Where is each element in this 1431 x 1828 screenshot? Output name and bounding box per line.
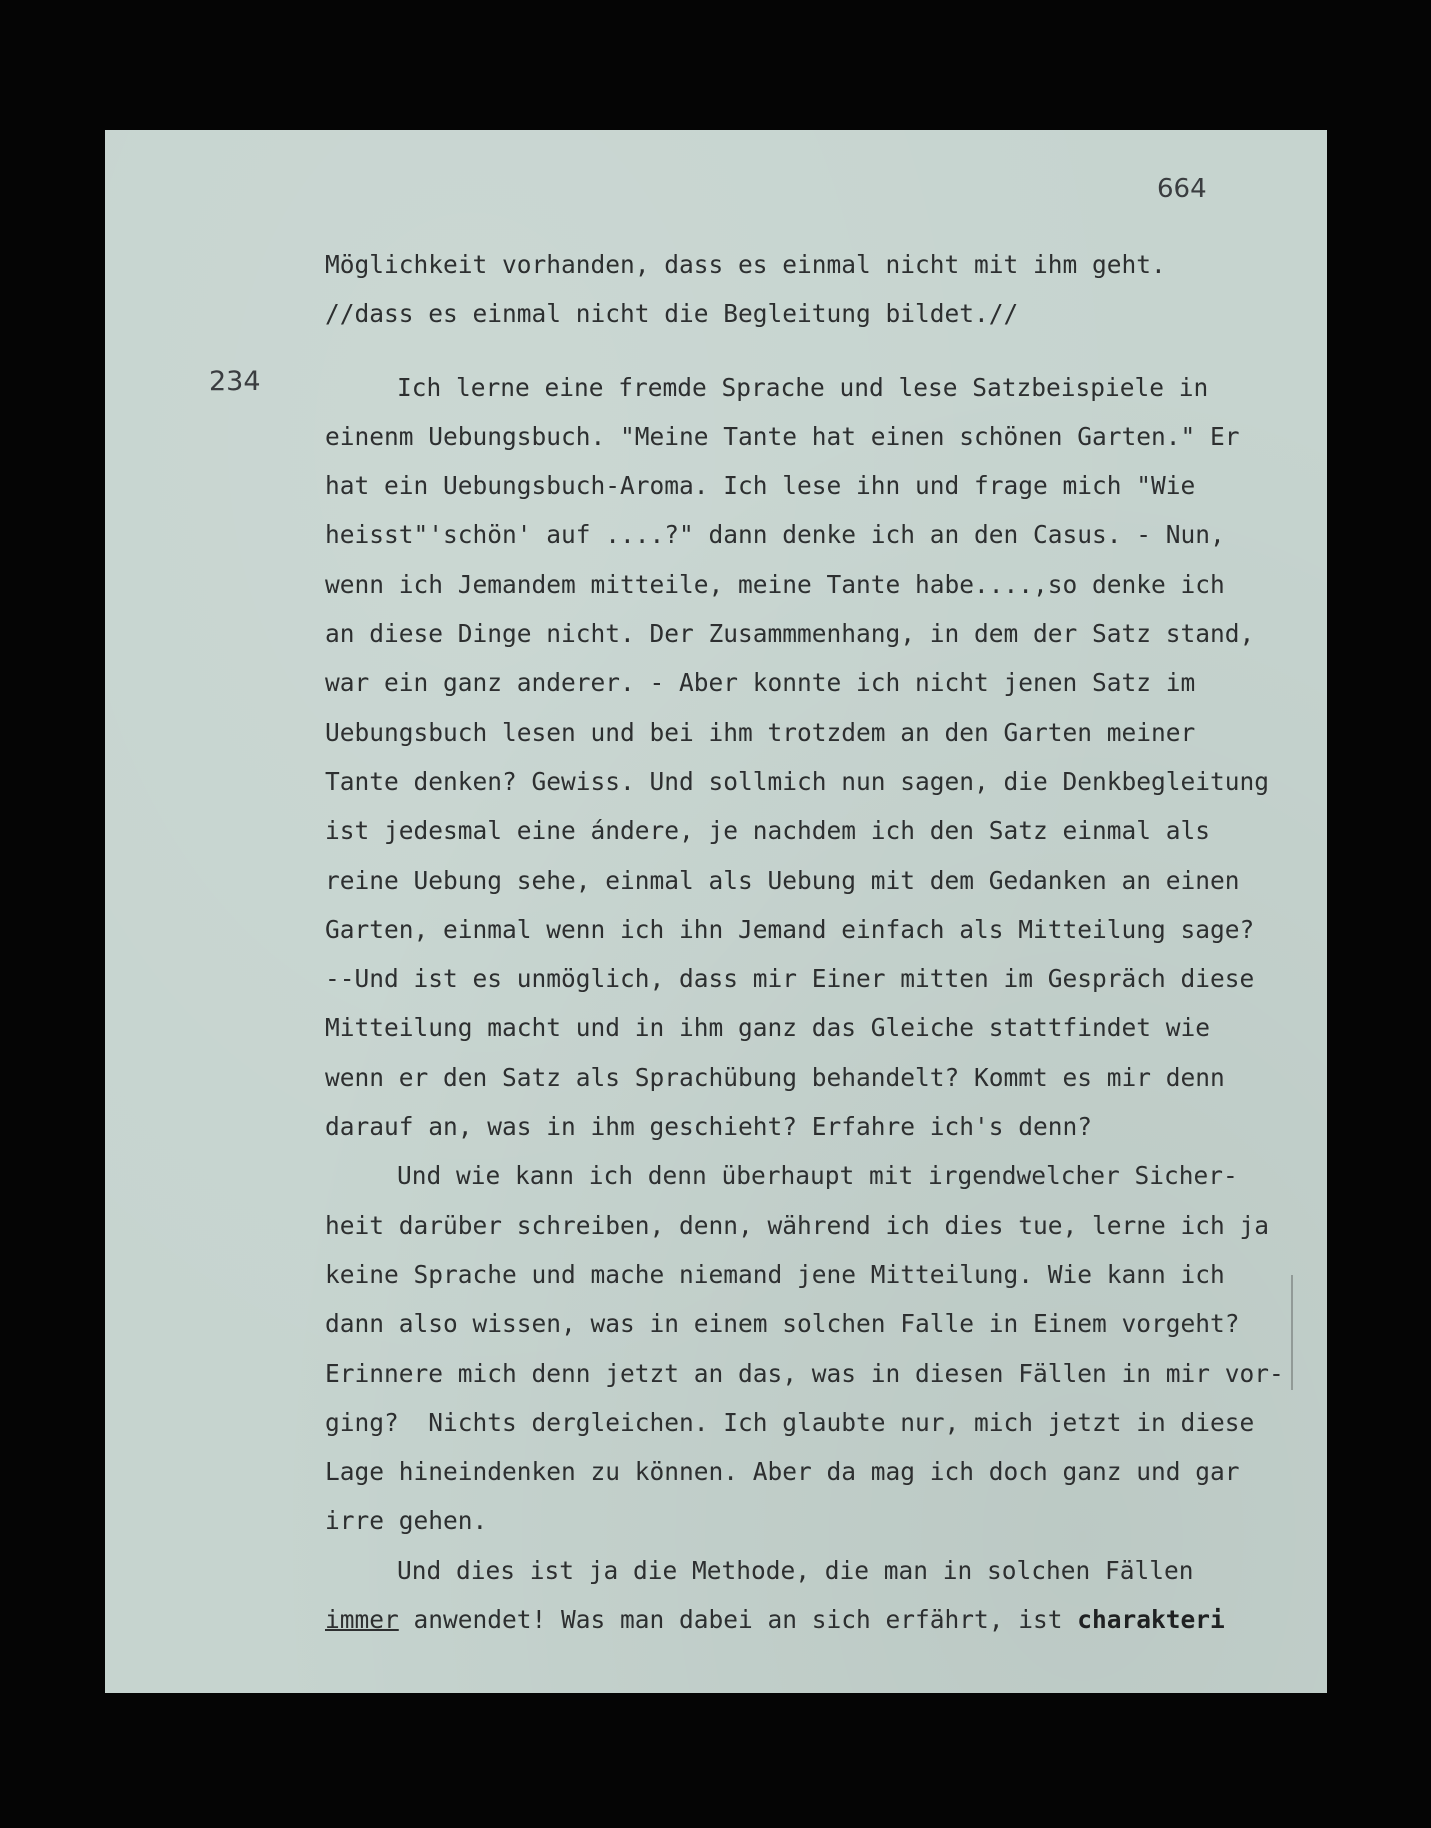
text-line: dann also wissen, was in einem solchen Falle in Einem vorgeht? [325, 1309, 1240, 1339]
underlined-word: immer [325, 1605, 399, 1635]
remark-number: 234 [209, 366, 261, 397]
text-line: Mitteilung macht und in ihm ganz das Gleiche stattfindet wie [325, 1013, 1211, 1043]
margin-mark [1291, 1275, 1293, 1390]
text-line: heisst"'schön' auf ....?" dann denke ich an den Casus. - Nun, [325, 520, 1225, 550]
text-line: ist jedesmal eine ándere, je nachdem ich den Satz einmal als [325, 816, 1211, 846]
text-line: Erinnere mich denn jetzt an das, was in diesen Fällen in mir vor- [325, 1358, 1284, 1388]
text-line: Und wie kann ich denn überhaupt mit irgendwelcher Sicher- [397, 1161, 1238, 1191]
text-line: Tante denken? Gewiss. Und sollmich nun sagen, die Denkbegleitung [325, 766, 1270, 796]
text-line: an diese Dinge nicht. Der Zusammmenhang, in dem der Satz stand, [325, 619, 1255, 649]
overtyped-word: charakteri [1077, 1605, 1225, 1635]
text-line: wenn er den Satz als Sprachübung behandelt? Kommt es mir denn [325, 1062, 1225, 1092]
text-line: Lage hineindenken zu können. Aber da mag ich doch ganz und gar [325, 1457, 1240, 1487]
text-line: heit darüber schreiben, denn, während ich dies tue, lerne ich ja [325, 1210, 1270, 1240]
text-line: Und dies ist ja die Methode, die man in solchen Fällen [397, 1555, 1194, 1585]
typescript-page [105, 130, 1327, 1693]
text-line: //dass es einmal nicht die Begleitung bildet.// [325, 299, 1019, 329]
text-line: --Und ist es unmöglich, dass mir Einer mitten im Gespräch diese [325, 964, 1255, 994]
text-line: keine Sprache und mache niemand jene Mitteilung. Wie kann ich [325, 1259, 1225, 1289]
text-line: einenm Uebungsbuch. "Meine Tante hat einen schönen Garten." Er [325, 421, 1240, 451]
text-line: Möglichkeit vorhanden, dass es einmal nicht mit ihm geht. [325, 250, 1166, 279]
page-number: 664 [1157, 174, 1207, 204]
text-line: irre gehen. [325, 1506, 488, 1536]
text-line: wenn ich Jemandem mitteile, meine Tante habe....,so denke ich [325, 569, 1225, 599]
text-line: war ein ganz anderer. - Aber konnte ich nicht jenen Satz im [325, 668, 1196, 698]
text-line: darauf an, was in ihm geschieht? Erfahre ich's denn? [325, 1112, 1093, 1142]
text-fragment: anwendet! Was man dabei an sich erfährt, ist [398, 1605, 1078, 1635]
text-line: Ich lerne eine fremde Sprache und lese Satzbeispiele in [397, 372, 1209, 402]
text-line-last [325, 1595, 1284, 1644]
text-line: Garten, einmal wenn ich ihn Jemand einfach als Mitteilung sage? [325, 914, 1255, 944]
text-line: Uebungsbuch lesen und bei ihm trotzdem an den Garten meiner [325, 717, 1196, 747]
text-line: ging? Nichts dergleichen. Ich glaubte nur, mich jetzt in diese [325, 1407, 1255, 1437]
text-line: reine Uebung sehe, einmal als Uebung mit dem Gedanken an einen [325, 865, 1240, 895]
text-body [325, 240, 1284, 1644]
text-line: hat ein Uebungsbuch-Aroma. Ich lese ihn und frage mich "Wie [325, 471, 1196, 501]
